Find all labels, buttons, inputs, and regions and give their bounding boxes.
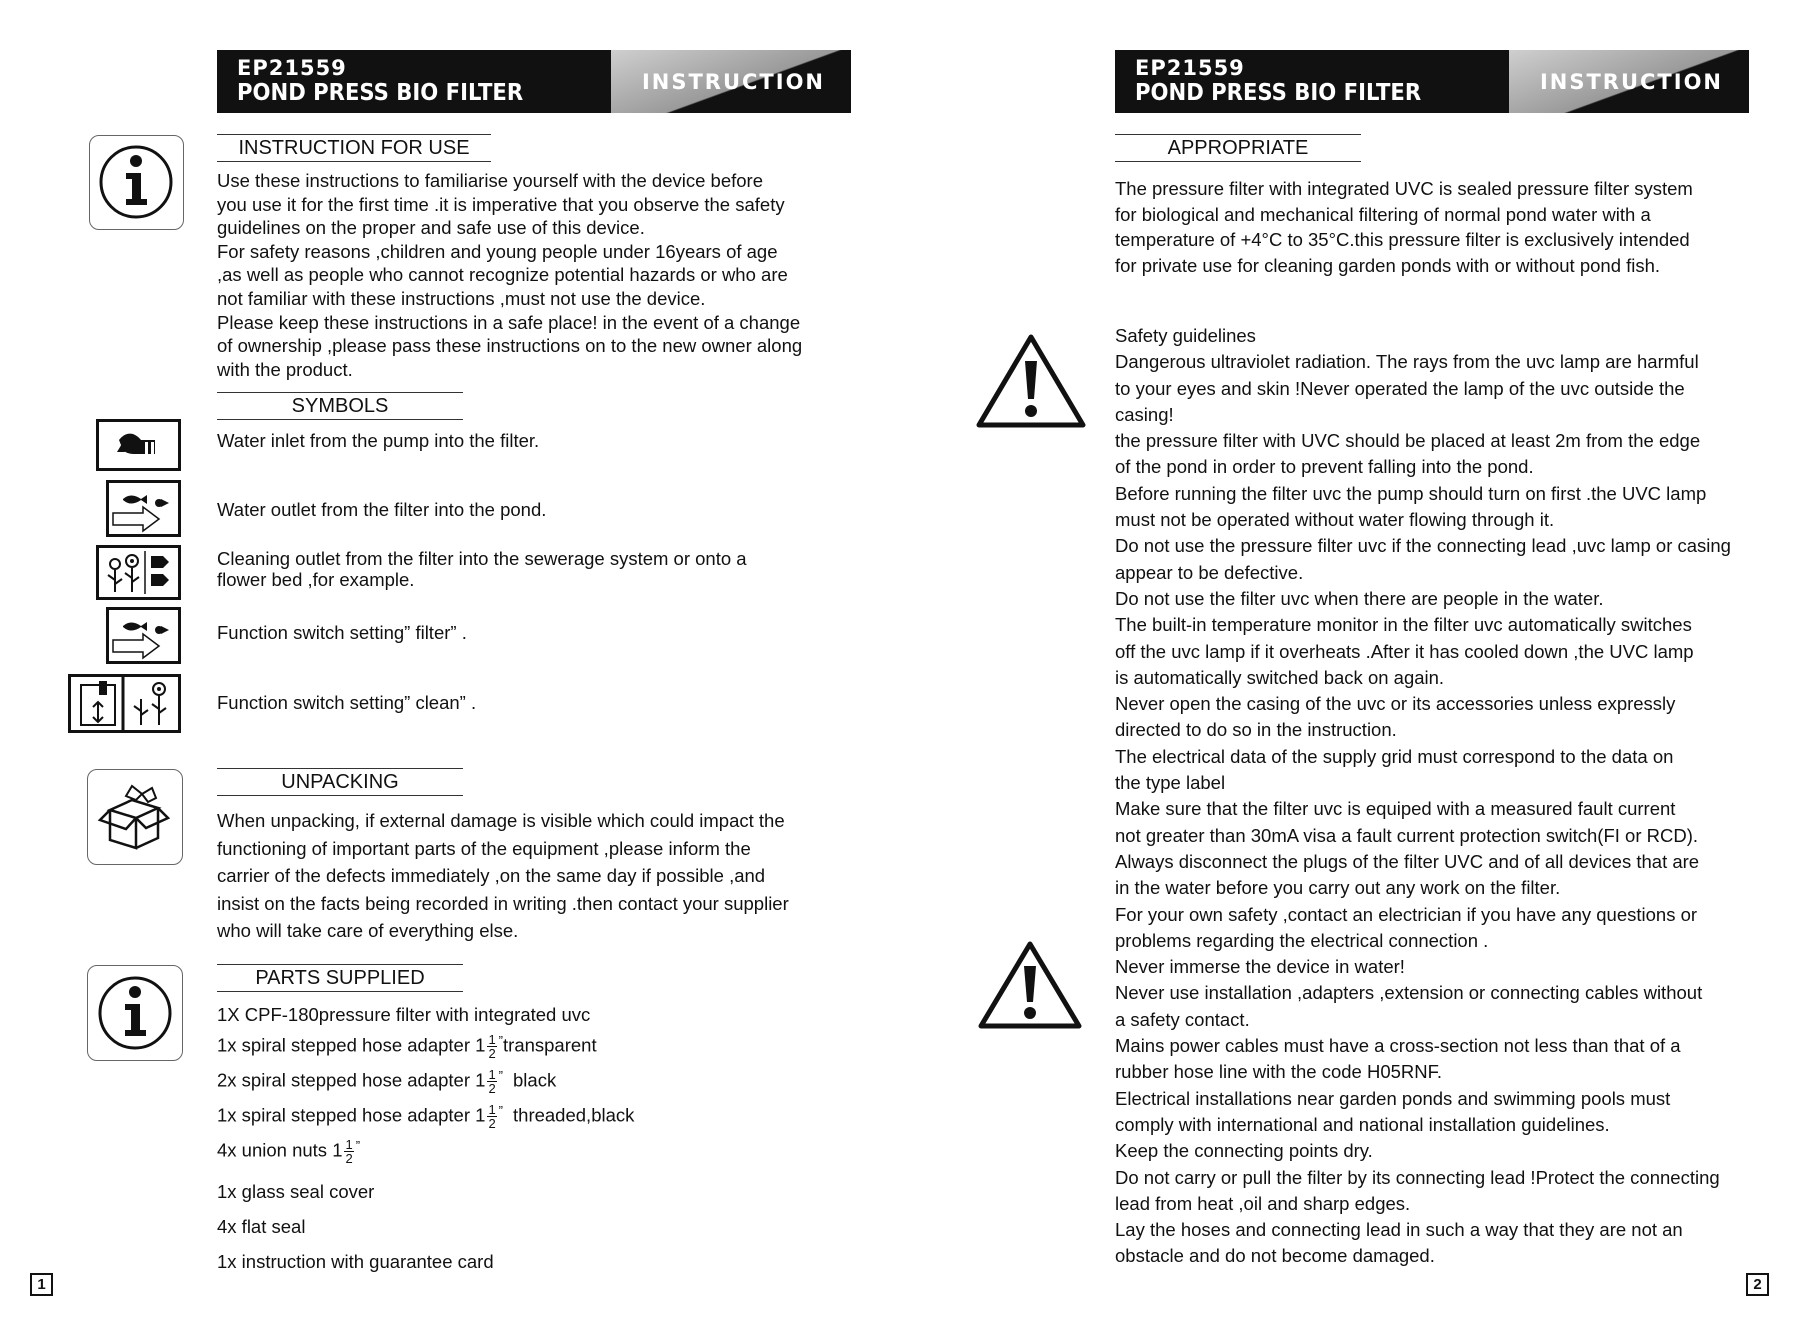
text-line: comply with international and national installation guidelines. [1115,1113,1610,1135]
text-line: you use it for the first time .it is imperative that you observe the safety [217,193,785,215]
text-line: the pressure filter with UVC should be placed at least 2m from the edge [1115,430,1701,452]
switch-filter-symbol [106,607,181,664]
fraction-denominator: 2 [345,1151,353,1166]
section-title-appropriate: APPROPRIATE [1115,134,1361,162]
parts-item: 1x glass seal cover [217,1181,375,1202]
fraction-numerator: 1 [488,1032,496,1047]
parts-item-text: threaded,black [513,1104,635,1126]
page-header [217,50,851,113]
text-line: insist on the facts being recorded in writing .then contact your supplier [217,892,789,914]
text-line: for private use for cleaning garden ponds with or without pond fish. [1115,254,1661,276]
text-line: is automatically switched back on again. [1115,666,1445,688]
text-line: Before running the filter uvc the pump should turn on first .the UVC lamp [1115,482,1707,504]
fraction-numerator: 1 [345,1137,353,1152]
text-line: functioning of important parts of the equipment ,please inform the [217,837,751,859]
model-number: EP21559 [237,56,347,80]
page-number: 1 [30,1273,53,1296]
fraction-denominator: 2 [488,1081,496,1096]
text-line: The built-in temperature monitor in the filter uvc automatically switches [1115,614,1692,636]
parts-item-text: 1x spiral stepped hose adapter 1 [217,1034,486,1056]
fraction-numerator: 1 [488,1102,496,1117]
info-icon-box [89,135,184,230]
text-line: in the water before you carry out any work on the filter. [1115,877,1561,899]
text-line: Please keep these instructions in a safe place! in the event of a change [217,311,801,333]
fraction [487,1103,496,1130]
parts-item-text: black [513,1069,557,1091]
box-icon [88,770,182,864]
cleaning-outlet-icon [99,548,178,597]
symbol-text-outlet: Water outlet from the filter into the pond. [217,499,547,520]
text-line: The pressure filter with integrated UVC is sealed pressure filter system [1115,178,1693,199]
info-icon [90,136,183,229]
text-line: Do not use the pressure filter uvc if the connecting lead ,uvc lamp or casing [1115,535,1731,557]
water-inlet-icon [99,422,178,468]
symbol-text-filter: Function switch setting” filter” . [217,622,467,643]
text-line: Make sure that the filter uvc is equiped with a measured fault current [1115,798,1676,820]
text-line: guidelines on the proper and safe use of this device. [217,217,645,239]
text-line: Mains power cables must have a cross-section not less than that of a [1115,1035,1681,1057]
text-line: Never immerse the device in water! [1115,956,1405,978]
parts-item [217,1068,556,1095]
parts-item-text: 2x spiral stepped hose adapter 1 [217,1069,486,1091]
instruction-label: INSTRUCTION [641,70,825,94]
text-line: a safety contact. [1115,1008,1250,1030]
text-line: temperature of +4°C to 35°C.this pressure filter is exclusively intended [1115,229,1690,250]
text-line: The electrical data of the supply grid must correspond to the data on [1115,745,1674,767]
parts-item [217,1138,360,1165]
section-title-parts-supplied: PARTS SUPPLIED [217,964,463,992]
fraction [487,1068,496,1095]
text-line: casing! [1115,403,1174,425]
parts-item: 1X CPF-180pressure filter with integrated uvc [217,1004,591,1025]
inch-mark: ” [355,1138,361,1153]
symbol-text-clean: Function switch setting” clean” . [217,692,477,713]
info-icon-box [87,965,183,1061]
parts-item [217,1033,597,1060]
text-line: Dangerous ultraviolet radiation. The rays from the uvc lamp are harmful [1115,351,1699,373]
text-line: ,as well as people who cannot recognize potential hazards or who are [217,264,788,286]
switch-clean-icon [71,677,178,730]
fraction-numerator: 1 [488,1067,496,1082]
section-title-instruction-for-use: INSTRUCTION FOR USE [217,134,491,162]
page-header [1115,50,1749,113]
box-icon-box [87,769,183,865]
text-line: Do not carry or pull the filter by its connecting lead !Protect the connecting [1115,1166,1720,1188]
section-title-symbols: SYMBOLS [217,392,463,420]
info-icon [88,966,182,1060]
text-line: off the uvc lamp if it overheats .After it has cooled down ,the UVC lamp [1115,640,1694,662]
warning-icon [977,940,1083,1030]
inch-mark: ” [498,1103,504,1118]
text-line: For safety reasons ,children and young people under 16years of age [217,240,778,262]
safety-guidelines-text [1115,323,1735,1270]
product-name: POND PRESS BIO FILTER [1135,80,1422,106]
text-line: of ownership ,please pass these instructions on to the new owner along [217,335,803,357]
text-line: carrier of the defects immediately ,on the same day if possible ,and [217,865,766,887]
text-line: Never use installation ,adapters ,extension or connecting cables without [1115,982,1703,1004]
inch-mark: ” [498,1033,504,1048]
parts-item-text: 4x union nuts 1 [217,1139,343,1161]
fraction [487,1033,496,1060]
parts-item-text: 1x spiral stepped hose adapter 1 [217,1104,486,1126]
text-line: for biological and mechanical filtering of normal pond water with a [1115,203,1651,225]
water-outlet-symbol [106,480,181,537]
text-line: not familiar with these instructions ,must not use the device. [217,287,706,309]
text-line: For your own safety ,contact an electrician if you have any questions or [1115,903,1698,925]
text-line: Use these instructions to familiarise yourself with the device before [217,170,764,191]
fraction [344,1138,353,1165]
text-line: with the product. [217,358,353,380]
parts-item: 4x flat seal [217,1216,306,1237]
text-line: Never open the casing of the uvc or its accessories unless expressly [1115,693,1676,715]
text-line: Always disconnect the plugs of the filter UVC and of all devices that are [1115,850,1700,872]
unpacking-text [217,807,857,945]
water-outlet-icon [109,483,178,534]
section-title-unpacking: UNPACKING [217,768,463,796]
parts-item [217,1103,634,1130]
switch-clean-symbol [68,674,181,733]
fraction-denominator: 2 [488,1116,496,1131]
text-line: When unpacking, if external damage is visible which could impact the [217,810,785,831]
switch-filter-icon [109,610,178,661]
right-page [898,0,1796,1324]
text-line: directed to do so in the instruction. [1115,719,1397,741]
text-line: problems regarding the electrical connection . [1115,929,1489,951]
parts-item: 1x instruction with guarantee card [217,1251,494,1272]
text-line: to your eyes and skin !Never operated the lamp of the uvc outside the [1115,377,1685,399]
text-line: the type label [1115,772,1226,794]
fraction-denominator: 2 [488,1046,496,1061]
water-inlet-symbol [96,419,181,471]
text-line: Lay the hoses and connecting lead in such a way that they are not an [1115,1219,1683,1241]
text-line: appear to be defective. [1115,561,1304,583]
text-line: not greater than 30mA visa a fault current protection switch(FI or RCD). [1115,824,1698,846]
instruction-for-use-text [217,169,857,381]
model-number: EP21559 [1135,56,1245,80]
appropriate-text [1115,176,1755,278]
symbol-text-cleaning-2: flower bed ,for example. [217,569,415,590]
text-line: of the pond in order to prevent falling into the pond. [1115,456,1534,478]
text-line: Do not use the filter uvc when there are people in the water. [1115,587,1604,609]
text-line: Keep the connecting points dry. [1115,1140,1373,1162]
cleaning-outlet-symbol [96,545,181,600]
parts-item-text: transparent [503,1034,597,1056]
symbol-text-inlet: Water inlet from the pump into the filter. [217,430,540,451]
inch-mark: ” [498,1068,504,1083]
product-name: POND PRESS BIO FILTER [237,80,524,106]
text-line: must not be operated without water flowing through it. [1115,509,1555,531]
instruction-label: INSTRUCTION [1539,70,1723,94]
text-line: rubber hose line with the code H05RNF. [1115,1061,1443,1083]
text-line: who will take care of everything else. [217,920,519,942]
text-line: Safety guidelines [1115,325,1256,346]
symbol-text-cleaning-1: Cleaning outlet from the filter into the sewerage system or onto a [217,548,747,569]
page-number: 2 [1746,1273,1769,1296]
text-line: Electrical installations near garden ponds and swimming pools must [1115,1087,1671,1109]
warning-icon [975,333,1087,429]
text-line: obstacle and do not become damaged. [1115,1245,1435,1267]
text-line: lead from heat ,oil and sharp edges. [1115,1192,1411,1214]
